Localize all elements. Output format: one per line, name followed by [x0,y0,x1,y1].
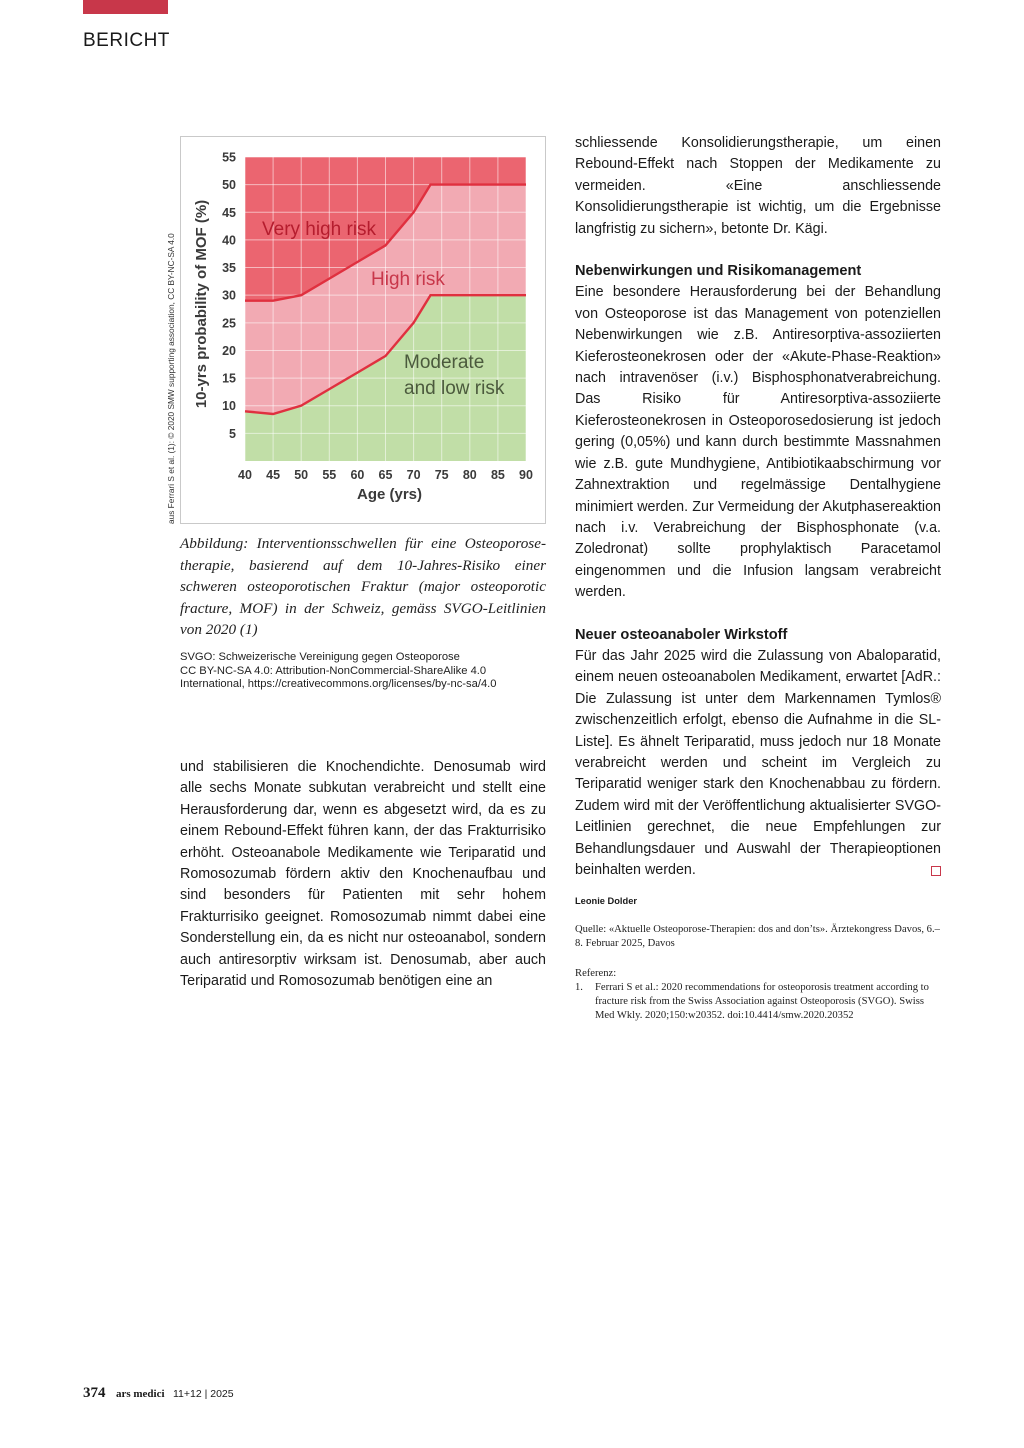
license-note: CC BY-NC-SA 4.0: Attribution-NonCommercial-ShareAlike 4.0 International, https://creativecommons.org/licenses/by-nc-sa/4.0 [180,664,497,690]
figure-note [180,651,550,692]
figure-credit: aus Ferrari S et al. (1): © 2020 SMW supporting association, CC BY-NC-SA 4.0 [166,233,176,524]
region-label: High risk [371,269,445,290]
x-tick-label: 50 [294,468,309,482]
right-paragraph-3-text: Für das Jahr 2025 wird die Zulassung von Abaloparatid, einem neuen osteoanabolen Medikament, erwartet [AdR.: Die Zulassung ist unter dem Markennamen Tymlos® zwischenzeitlich erfolgt, ebenso die Aufnahme in die SL-Liste]. Es ähnelt Teriparatid, muss jedoch nur 18 Monate verabreicht werden und scheint im Vergleich zu Teriparatid weniger stark den Knochenabbau zu fördern. Zudem wird mit der Veröffentlichung aktualisierter SVGO-Leitlinien gerechnet, die neue Empfehlungen zur Behandlungsdauer und Auswahl der Therapieoptionen beinhalten werden. [575,647,941,878]
region-label: and low risk [404,378,505,399]
y-tick-label: 10 [222,399,236,414]
risk-threshold-chart [181,137,547,525]
left-column [180,757,546,992]
x-tick-label: 75 [434,468,449,482]
y-tick-label: 55 [222,150,236,165]
section-color-bar [83,0,168,14]
end-of-article-icon [931,866,941,876]
x-tick-label: 60 [350,468,365,482]
right-column [575,133,941,1023]
x-tick-label: 40 [238,468,252,482]
reference-item [575,981,941,1023]
section-label: BERICHT [83,30,170,51]
y-tick-label: 15 [222,371,236,386]
figure-chart [180,136,546,524]
x-axis-title: Age (yrs) [356,486,423,503]
y-tick-label: 40 [222,233,236,248]
y-tick-label: 35 [222,261,236,276]
x-tick-label: 65 [378,468,393,482]
issue-info: 11+12 | 2025 [172,1388,234,1400]
page-footer [83,1384,234,1402]
heading-new-agent: Neuer osteoanaboler Wirkstoff [575,626,788,643]
heading-side-effects: Nebenwirkungen und Risikomanagement [575,263,862,280]
region-label: Moderate [404,352,485,373]
x-tick-label: 70 [406,468,421,482]
x-tick-label: 55 [322,468,337,482]
x-tick-label: 45 [266,468,281,482]
svgo-abbreviation: SVGO: Schweizerische Vereinigung gegen Osteoporose [180,651,460,663]
y-tick-label: 25 [222,316,236,331]
y-tick-label: 5 [229,426,236,441]
source-note: Quelle: «Aktuelle Osteoporose-Therapien: dos and don’ts». Ärztekongress Davos, 6.–8. Februar 2025, Davos [575,924,940,950]
left-paragraph: und stabilisieren die Knochendichte. Denosumab wird alle sechs Monate subkutan verabreicht und stellt eine Herausforderung dar, wenn es abgesetzt wird, da es zu einem Rebound-Effekt führen kann, der das Frakturrisiko erhöht. Osteoanabole Medikamente wie Teriparatid und Romosozumab fördern aktiv den Knochenaufbau und sind besonders für Patienten mit sehr hohem Frakturrisiko geeignet. Romosozumab nimmt dabei eine Sonderstellung ein, da es nicht nur osteoanabol, sondern auch antiresorptiv wirksam ist. Denosumab, aber auch Teriparatid und Romosozumab benötigen eine an [180,759,546,990]
x-tick-label: 80 [462,468,477,482]
reference-heading: Referenz: [575,968,617,980]
y-tick-label: 30 [222,288,236,303]
y-tick-label: 50 [222,178,236,193]
right-paragraph-1: schliessende Konsolidierungstherapie, um einen Rebound-Effekt nach Stoppen der Medikamente zu vermeiden. «Eine anschliessende Konsolidierungstherapie ist wichtig, um die Ergebnisse langfristig zu sichern», betonte Dr. Kägi. [575,135,941,237]
journal-name: ars medici [115,1388,165,1400]
y-tick-label: 20 [222,343,236,358]
page-number: 374 [83,1385,106,1401]
y-axis-title: 10-yrs probability of MOF (%) [193,199,210,409]
x-tick-label: 90 [519,468,533,482]
figure-caption: Abbildung: Interventionsschwellen für eine Osteoporosetherapie, basierend auf dem 10-Jahres-Risiko einer schweren osteoporotischen Fraktur (major osteoporotic fracture, MOF) in der Schweiz, gemäss SVGO-Leitlinien von 2020 (1) [180,535,546,638]
x-tick-label: 85 [490,468,505,482]
right-paragraph-2: Eine besondere Herausforderung bei der Behandlung von Osteoporose ist das Management von potenziellen Nebenwirkungen wie z.B. Antiresorptiva-assoziierten Kieferosteonekrosen oder der «Akute-Phase-Reaktion» nach intravenöser (i.v.) Bisphosphonatverabreichung. Das Risiko für Antiresorptiva-assoziierte Kieferosteonekrosen in Osteoporosedosierung ist jedoch gering (0,05%) und kann durch bestimmte Massnahmen wie z.B. gute Mundhygiene, Antibiotikaabschirmung vor Zahnextraktion und regelmässige Dentalhygiene minimiert werden. Zur Vermeidung der Akutphasereaktion nach i.v. Verabreichung der Bisphosphonate (v.a. Zoledronat) sollte prophylaktisch Paracetamol eingenommen und die Infusion langsam verabreicht werden. [575,284,941,601]
reference-text: Ferrari S et al.: 2020 recommendations for osteoporosis treatment according to fracture risk from the Swiss Association against Osteoporosis (SVGO). Swiss Med Wkly. 2020;150:w20352. doi:10.4414/smw.2020.20352 [595,982,929,1022]
author: Leonie Dolder [575,896,637,907]
reference-number: 1. [575,982,583,994]
region-label: Very high risk [262,219,377,240]
y-tick-label: 45 [222,205,236,220]
right-paragraph-3 [575,646,941,881]
